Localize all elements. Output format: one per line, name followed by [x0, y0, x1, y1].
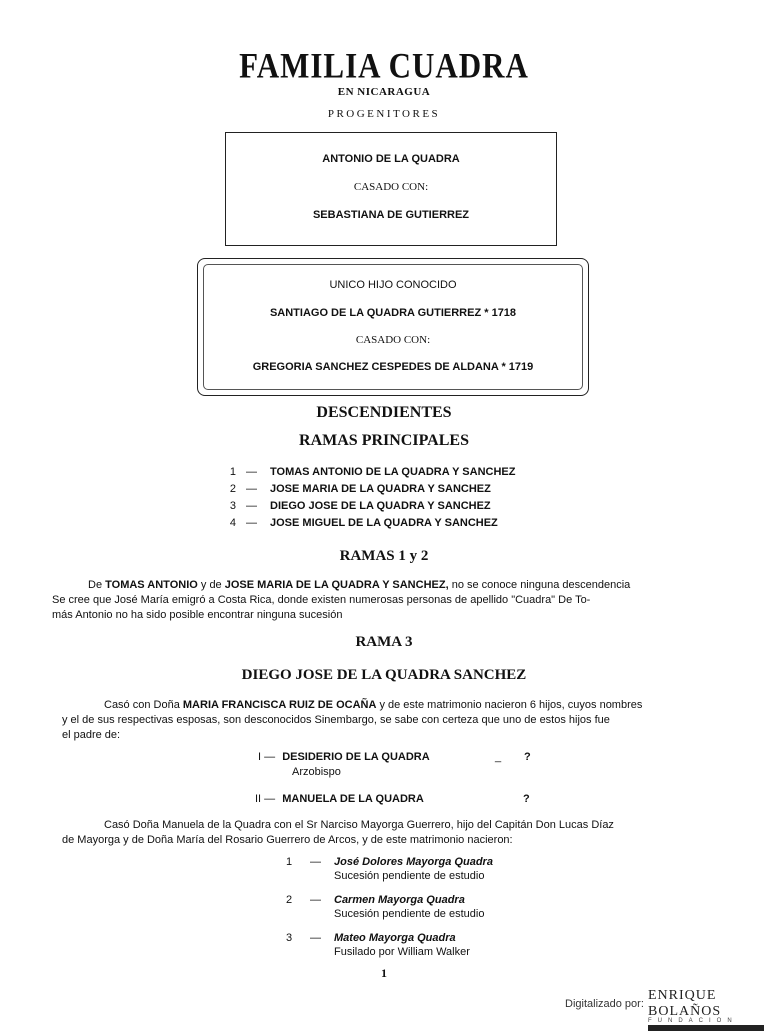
para-text: De [88, 579, 106, 591]
logo-bar [648, 1025, 764, 1031]
logo-main-text: ENRIQUE BOLAÑOS [648, 988, 722, 1019]
grandchild-dash: — [310, 932, 321, 944]
grandchild-name: Carmen Mayorga Quadra [334, 894, 465, 906]
grandchild-note: Fusilado por William Walker [334, 946, 470, 958]
digitized-label: Digitalizado por: [565, 998, 644, 1010]
only-child-box [197, 258, 589, 396]
branch-dash: — [246, 466, 257, 478]
progenitor-father: ANTONIO DE LA QUADRA [322, 153, 460, 165]
main-branches-heading: RAMAS PRINCIPALES [299, 432, 469, 449]
grandchild-dash: — [310, 856, 321, 868]
manuela-paragraph [64, 818, 720, 848]
branch-name: TOMAS ANTONIO DE LA QUADRA Y SANCHEZ [270, 466, 516, 478]
only-child-label: UNICO HIJO CONOCIDO [329, 279, 457, 291]
para-line: el padre de: [62, 729, 121, 741]
fundacion-logo [648, 988, 764, 1031]
rama-3-paragraph [64, 698, 720, 743]
para-line: y el de sus respectivas esposas, son desconocidos Sinembargo, se sabe con certeza que uno de estos hijos fue [62, 714, 610, 726]
page-number: 1 [381, 966, 387, 980]
branch-name: JOSE MARIA DE LA QUADRA Y SANCHEZ [270, 483, 491, 495]
child-name: MANUELA DE LA QUADRA [282, 793, 424, 805]
child-mark: _ [495, 751, 502, 763]
para-name-maria-francisca: MARIA FRANCISCA RUIZ DE OCAÑA [182, 699, 377, 711]
child-desiderio [258, 751, 531, 778]
child-name: DESIDERIO DE LA QUADRA [282, 751, 430, 763]
grandchild-number: 3 [286, 932, 293, 944]
grandchild-name: Mateo Mayorga Quadra [334, 932, 456, 944]
grandchild-dash: — [310, 894, 321, 906]
para-text: y de este matrimonio nacieron 6 hijos, cuyos nombres [376, 699, 643, 711]
child-note: Arzobispo [292, 766, 341, 778]
grandchild-number: 1 [286, 856, 293, 868]
para-line: Se cree que José María emigró a Costa Rica, donde existen numerosas personas de apellido "Cuadra" De To- [52, 594, 591, 606]
branch-number: 1 [229, 466, 236, 478]
child-manuela [255, 793, 530, 805]
grandchild-number: 2 [286, 894, 293, 906]
logo-sub-text: FUNDACION [648, 1018, 738, 1024]
branch-number: 4 [229, 517, 236, 529]
rama-3-subheading: DIEGO JOSE DE LA QUADRA SANCHEZ [241, 667, 527, 683]
progenitor-mother: SEBASTIANA DE GUTIERREZ [312, 209, 470, 221]
para-name-tomas: TOMAS ANTONIO [105, 579, 198, 591]
para-name-jose-maria: JOSE MARIA DE LA QUADRA Y SANCHEZ, [224, 579, 449, 591]
descendants-heading: DESCENDIENTES [316, 404, 452, 421]
branch-number: 2 [229, 483, 236, 495]
only-child-name: SANTIAGO DE LA QUADRA GUTIERREZ * 1718 [269, 307, 517, 319]
child-question: ? [523, 793, 530, 805]
para-line: de Mayorga y de Doña María del Rosario Guerrero de Arcos, y de este matrimonio nacieron: [62, 834, 513, 846]
branch-name: JOSE MIGUEL DE LA QUADRA Y SANCHEZ [270, 517, 498, 529]
ramas-1-2-heading: RAMAS 1 y 2 [339, 548, 429, 564]
branch-name: DIEGO JOSE DE LA QUADRA Y SANCHEZ [270, 500, 491, 512]
grandchild-note: Sucesión pendiente de estudio [334, 870, 485, 882]
rama-3-heading: RAMA 3 [355, 634, 413, 650]
para-line: más Antonio no ha sido posible encontrar ninguna sucesión [52, 609, 343, 621]
para-text: y de [197, 579, 225, 591]
branch-dash: — [246, 500, 257, 512]
section-label-progenitors: PROGENITORES [327, 108, 441, 120]
only-child-married-label: CASADO CON: [355, 334, 431, 346]
child-num: I — [258, 751, 276, 763]
grandchild-note: Sucesión pendiente de estudio [334, 908, 485, 920]
branch-dash: — [246, 483, 257, 495]
branch-number: 3 [229, 500, 236, 512]
page-subtitle: EN NICARAGUA [337, 86, 431, 98]
para-text: Casó con Doña [104, 699, 183, 711]
para-text: no se conoce ninguna descendencia [448, 579, 631, 591]
para-line: Casó Doña Manuela de la Quadra con el Sr Narciso Mayorga Guerrero, hijo del Capitán Don Lucas Díaz [104, 819, 614, 831]
ramas-1-2-paragraph [52, 578, 720, 623]
only-child-spouse: GREGORIA SANCHEZ CESPEDES DE ALDANA * 1719 [252, 361, 534, 373]
progenitor-married-label: CASADO CON: [353, 181, 429, 193]
page-title: FAMILIA CUADRA [239, 45, 529, 86]
branch-dash: — [246, 517, 257, 529]
child-question: ? [524, 751, 531, 763]
progenitors-box [225, 132, 557, 246]
grandchild-name: José Dolores Mayorga Quadra [334, 856, 493, 868]
child-num: II — [255, 793, 276, 805]
